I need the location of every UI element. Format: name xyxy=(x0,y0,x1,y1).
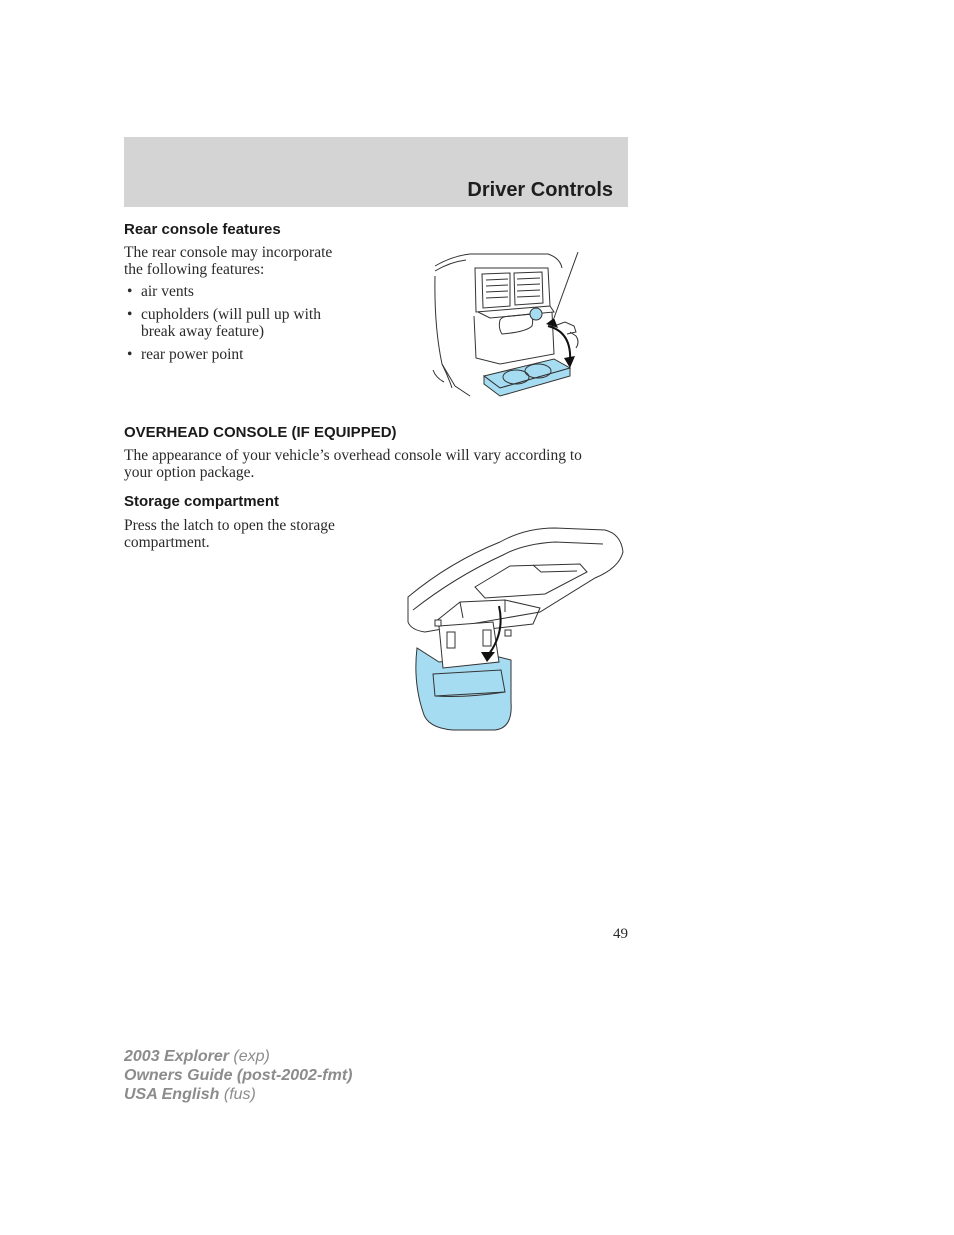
overhead-console-text xyxy=(124,447,582,481)
storage-compartment-text-line1: Press the latch to open the storage xyxy=(124,517,335,534)
list-item: • cupholders (will pull up with break away feature) xyxy=(124,306,351,340)
section-title: Driver Controls xyxy=(467,179,613,201)
storage-compartment-text xyxy=(124,517,335,551)
overhead-console-heading: OVERHEAD CONSOLE (IF EQUIPPED) xyxy=(124,424,397,441)
list-item: • rear power point xyxy=(124,346,351,363)
footer-line-2: Owners Guide (post-2002-fmt) xyxy=(124,1067,353,1084)
overhead-console-text-line2: your option package. xyxy=(124,464,255,481)
rear-console-heading: Rear console features xyxy=(124,221,281,238)
rear-console-feature-list xyxy=(124,283,351,369)
list-item: • air vents xyxy=(124,283,351,300)
rear-console-illustration xyxy=(430,246,585,406)
section-header-band xyxy=(124,137,628,207)
overhead-storage-illustration xyxy=(405,522,627,734)
rear-console-intro-line2: the following features: xyxy=(124,261,265,278)
storage-compartment-text-line2: compartment. xyxy=(124,534,210,551)
footer-line-3: USA English (fus) xyxy=(124,1086,256,1103)
storage-compartment-heading: Storage compartment xyxy=(124,493,280,510)
footer-line-1: 2003 Explorer (exp) xyxy=(124,1048,270,1065)
rear-console-intro xyxy=(124,244,332,278)
page-number: 49 xyxy=(613,926,628,942)
rear-console-intro-line1: The rear console may incorporate xyxy=(124,244,333,261)
overhead-console-text-line1: The appearance of your vehicle’s overhead console will vary according to xyxy=(124,447,582,464)
document-footer xyxy=(124,1047,352,1104)
